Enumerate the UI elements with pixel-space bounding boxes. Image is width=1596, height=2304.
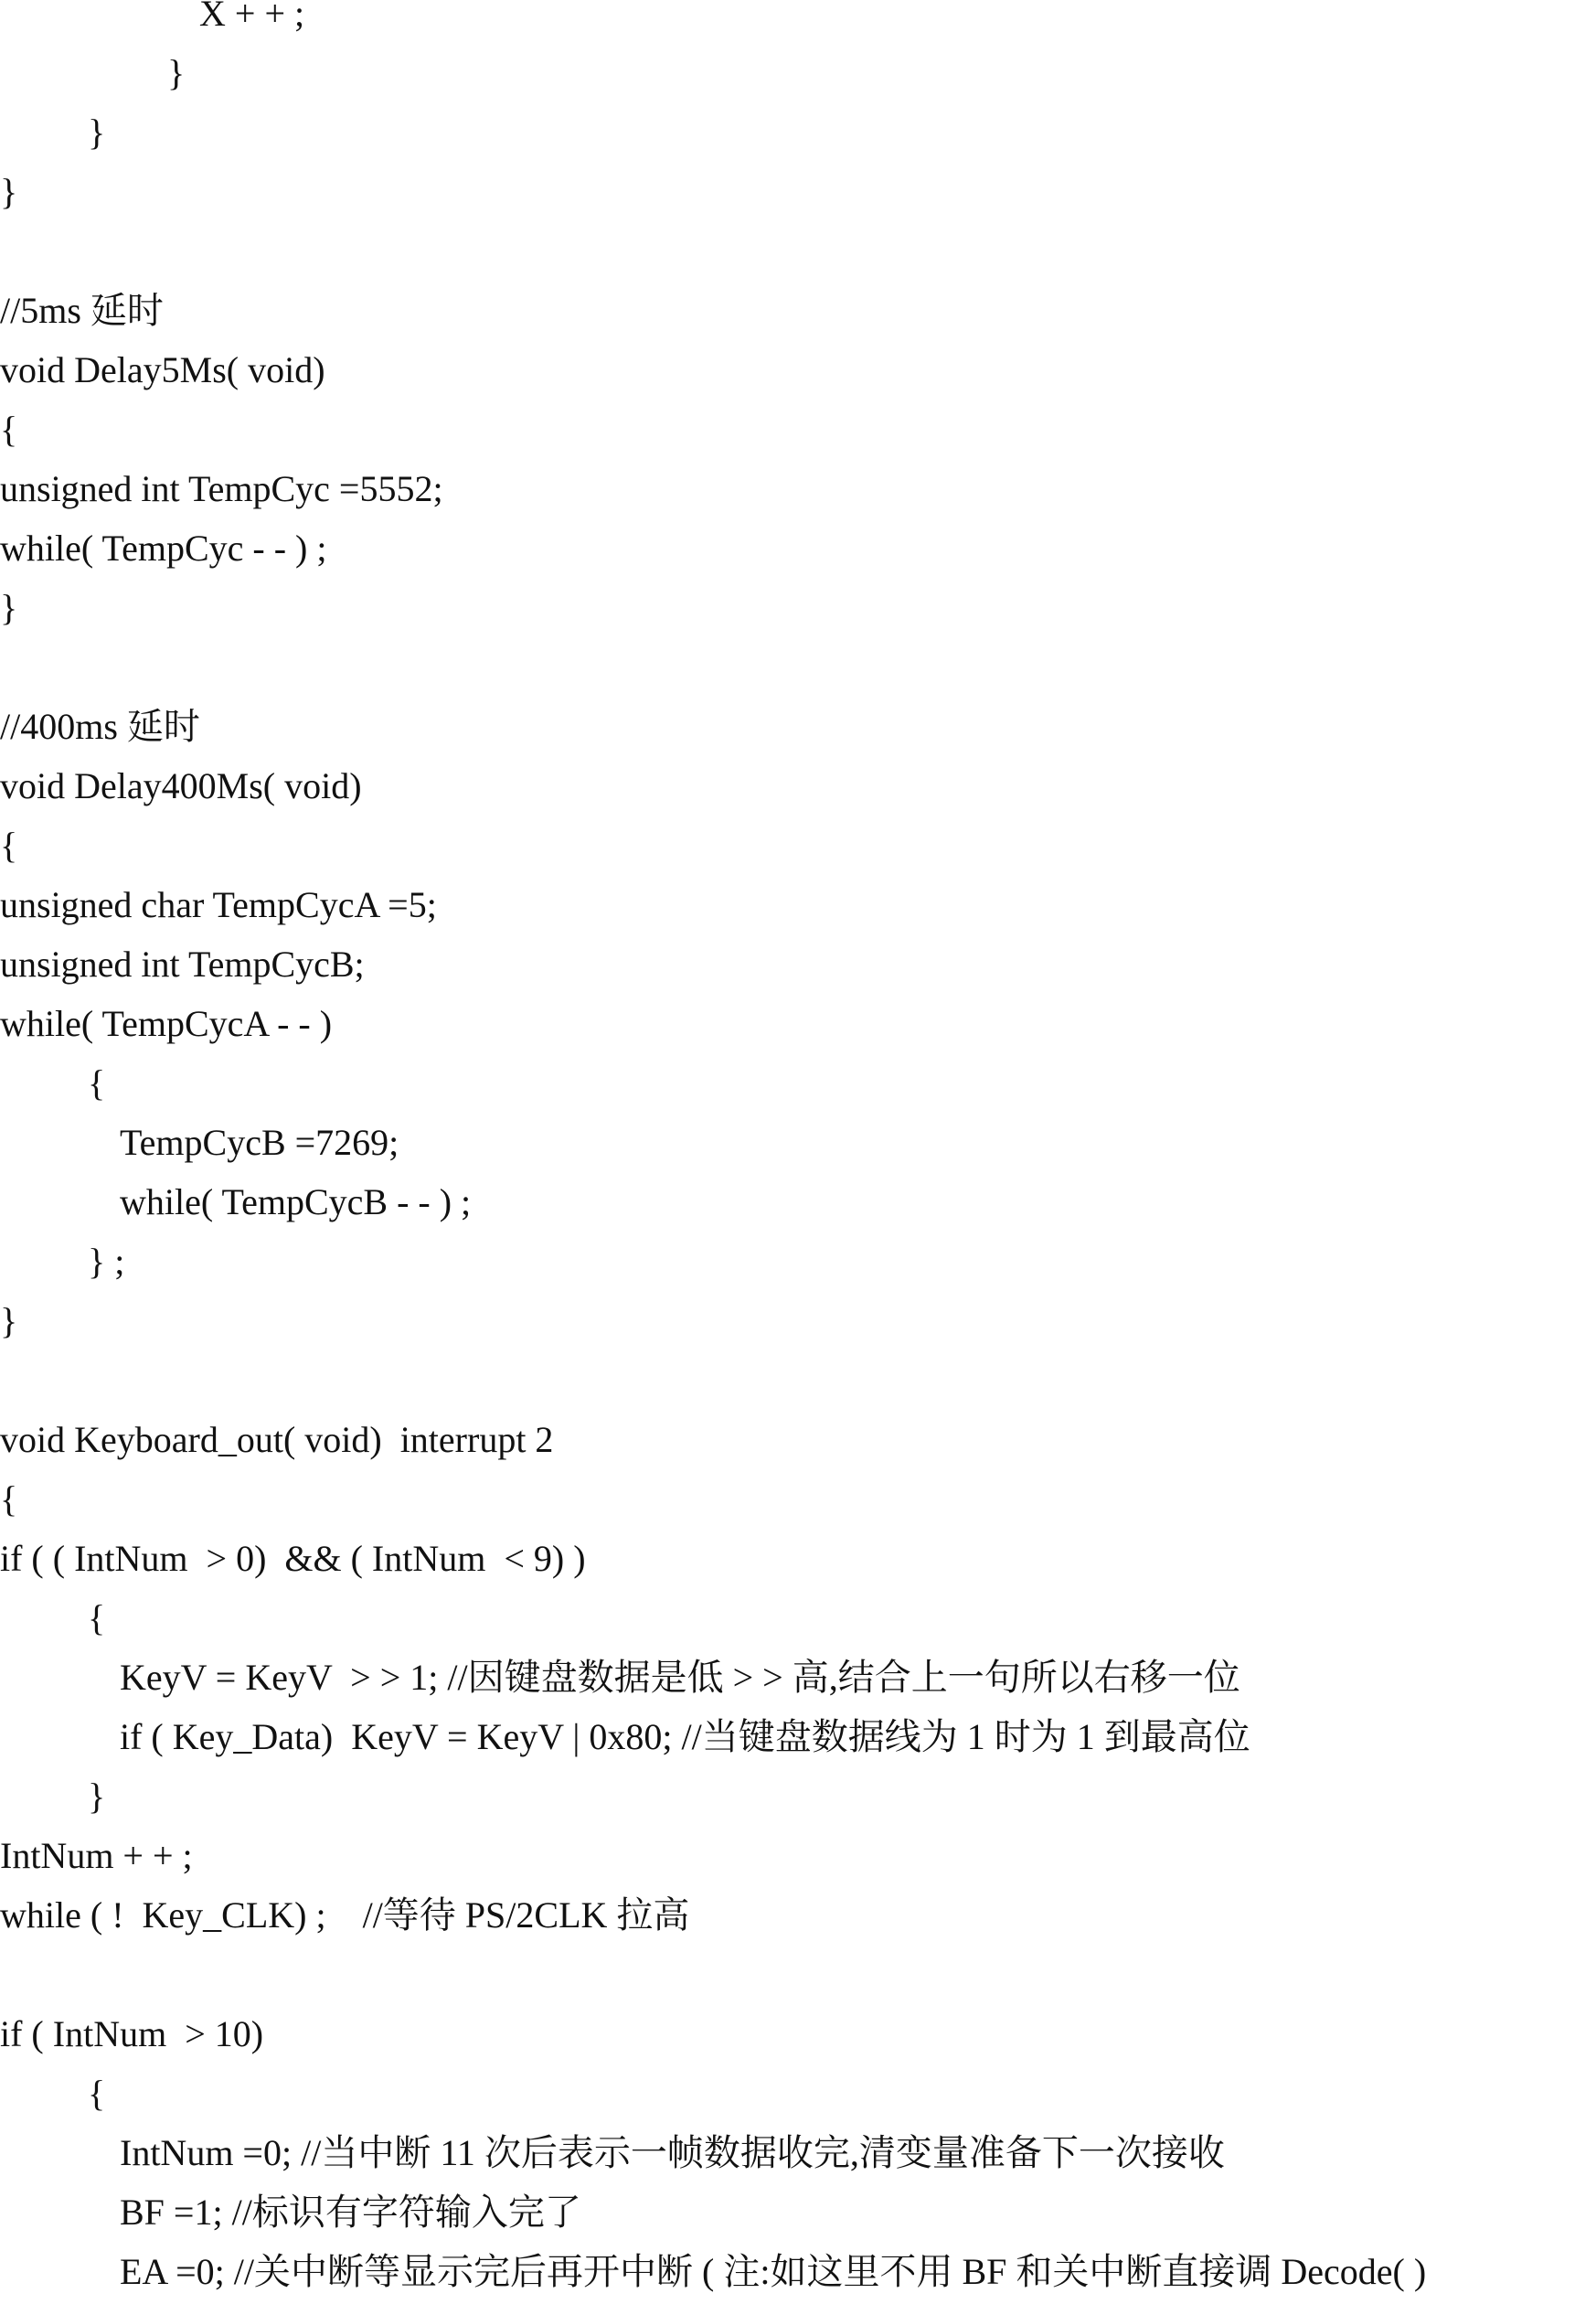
code-line: unsigned int TempCyc =5552; (0, 468, 443, 509)
code-line: void Delay5Ms( void) (0, 349, 325, 390)
code-line: { (0, 825, 18, 866)
code-line: //400ms 延时 (0, 706, 200, 747)
code-line: void Keyboard_out( void) interrupt 2 (0, 1419, 554, 1460)
code-line: { (0, 1478, 18, 1520)
code-line: BF =1; //标识有字符输入完了 (120, 2192, 581, 2233)
code-line: { (0, 409, 18, 450)
code-line: KeyV = KeyV > > 1; //因键盘数据是低 > > 高,结合上一句所以右移一位 (120, 1657, 1240, 1698)
code-line: } (167, 52, 186, 93)
code-line: X + + ; (199, 0, 305, 34)
code-line: TempCycB =7269; (120, 1122, 399, 1163)
code-line: { (88, 1062, 106, 1104)
code-line: } ; (88, 1241, 125, 1282)
code-line: if ( ( IntNum > 0) && ( IntNum < 9) ) (0, 1538, 586, 1579)
code-line: unsigned int TempCycB; (0, 944, 365, 985)
code-line: unsigned char TempCycA =5; (0, 884, 437, 925)
code-line: } (0, 1300, 18, 1341)
code-line: IntNum + + ; (0, 1835, 193, 1876)
code-line: { (88, 2073, 106, 2114)
code-line: } (88, 112, 106, 153)
code-line: IntNum =0; //当中断 11 次后表示一帧数据收完,清变量准备下一次接收 (120, 2132, 1225, 2173)
code-line: void Delay400Ms( void) (0, 765, 362, 806)
code-line: } (88, 1776, 106, 1817)
code-line: while( TempCycB - - ) ; (120, 1181, 472, 1222)
code-line: if ( Key_Data) KeyV = KeyV | 0x80; //当键盘数据线为 1 时为 1 到最高位 (120, 1716, 1250, 1757)
code-line: { (88, 1597, 106, 1638)
code-line: while ( ! Key_CLK) ; //等待 PS/2CLK 拉高 (0, 1894, 690, 1936)
code-line: EA =0; //关中断等显示完后再开中断 ( 注:如这里不用 BF 和关中断直接调 Decode( ) (120, 2251, 1427, 2292)
code-line: } (0, 171, 18, 212)
code-line: while( TempCyc - - ) ; (0, 528, 327, 569)
code-line: } (0, 587, 18, 628)
code-line: while( TempCycA - - ) (0, 1003, 333, 1044)
code-line: //5ms 延时 (0, 290, 164, 331)
code-line: if ( IntNum > 10) (0, 2013, 264, 2054)
